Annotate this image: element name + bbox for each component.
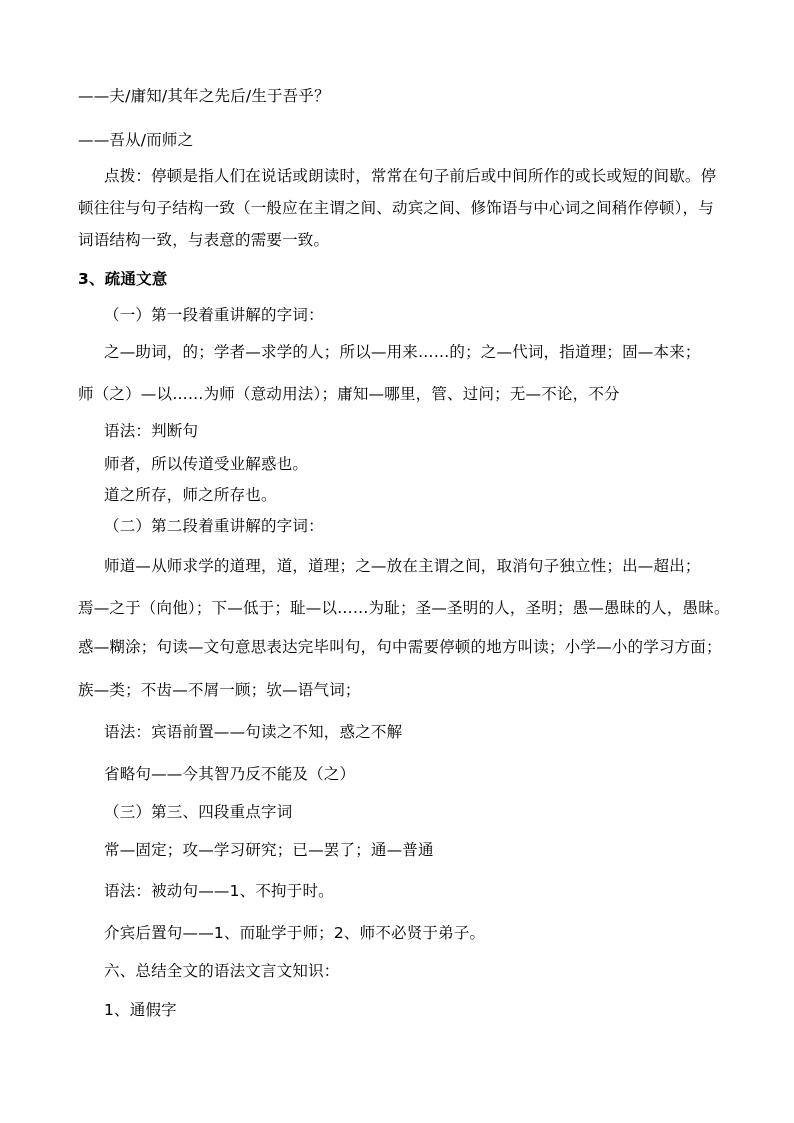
text-line: 师者，所以传道受业解惑也。 <box>104 455 309 473</box>
text-line: 焉—之于（向他）；下—低于；耻—以……为耻；圣—圣明的人，圣明；愚—愚昧的人，愚昧。 <box>78 599 730 617</box>
text-line: 之—助词，的；学者—求学的人；所以—用来……的；之—代词，指道理；固—本来； <box>104 343 701 361</box>
subsection-heading: （一）第一段着重讲解的字词： <box>104 306 324 324</box>
text-line: 顿往往与句子结构一致（一般应在主谓之间、动宾之间、修饰语与中心词之间稍作停顿），与 <box>78 199 714 217</box>
text-line: 词语结构一致，与表意的需要一致。 <box>78 231 330 249</box>
text-line: 师（之）—以……为师（意动用法）；庸知—哪里，管、过问；无—不论，不分 <box>78 385 620 403</box>
subsection-heading: （二）第二段着重讲解的字词： <box>104 517 324 535</box>
text-line: ——吾从/而师之 <box>78 131 194 149</box>
subsection-heading: （三）第三、四段重点字词 <box>104 803 293 821</box>
text-line: 师道—从师求学的道理，道，道理；之—放在主谓之间，取消句子独立性；出—超出； <box>104 557 701 575</box>
section-heading: 3、疏通文意 <box>78 270 168 288</box>
text-line: 惑—糊涂；句读—文句意思表达完毕叫句，句中需要停顿的地方叫读；小学—小的学习方面； <box>78 638 722 656</box>
text-line: 道之所存，师之所存也。 <box>104 486 277 504</box>
text-line: 点拨：停顿是指人们在说话或朗读时，常常在句子前后或中间所作的或长或短的间歇。停 <box>104 167 717 185</box>
text-line: 族—类；不齿—不屑一顾；欤—语气词； <box>78 681 361 699</box>
text-line: 1、通假字 <box>104 1001 177 1019</box>
text-line: 语法：宾语前置——句读之不知，惑之不解 <box>104 723 403 741</box>
text-line: 介宾后置句——1、而耻学于师；2、师不必贤于弟子。 <box>104 924 486 942</box>
text-line: ——夫/庸知/其年之先后/生于吾乎？ <box>78 87 330 105</box>
section-heading: 六、总结全文的语法文言文知识： <box>104 962 340 980</box>
text-line: 常—固定；攻—学习研究；已—罢了；通—普通 <box>104 841 434 859</box>
text-line: 省略句——今其智乃反不能及（之） <box>104 765 356 783</box>
text-line: 语法：被动句——1、不拘于时。 <box>104 882 334 900</box>
text-line: 语法：判断句 <box>104 422 199 440</box>
